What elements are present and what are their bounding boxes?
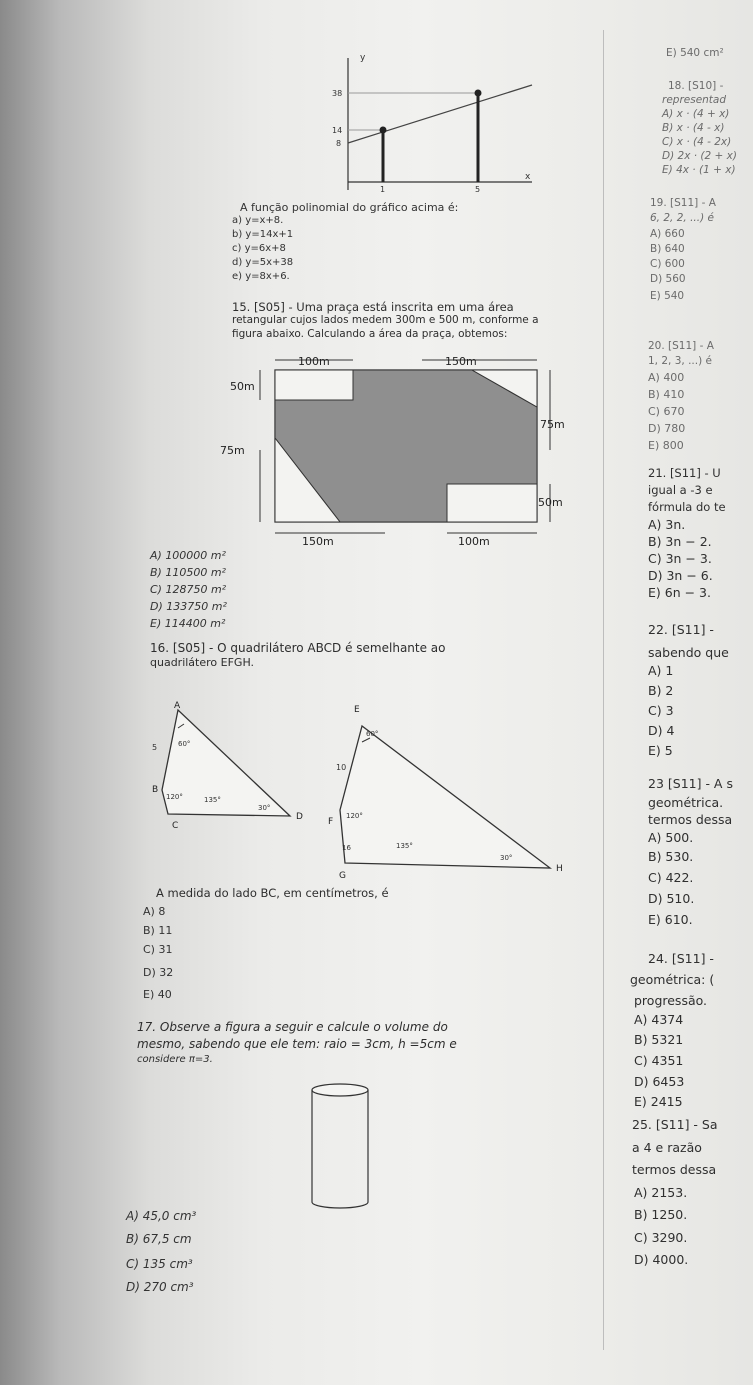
cylinder-figure [300, 1078, 380, 1218]
q17-option-c[interactable]: C) 135 cm³ [126, 1257, 193, 1271]
q19-header: 19. [S11] - A [650, 197, 716, 209]
square-plaza-figure [210, 350, 580, 555]
q18-option-d[interactable]: D) 2x · (2 + x) [662, 150, 737, 162]
q19-stem: 6, 2, 2, ...) é [650, 212, 714, 224]
q17-option-b[interactable]: B) 67,5 cm [126, 1232, 192, 1246]
dim-label-bottom-right: 100m [458, 535, 490, 548]
q18-header: 18. [S10] - [668, 80, 724, 92]
q24-stem-2: progressão. [634, 993, 708, 1008]
q23-option-e[interactable]: E) 610. [648, 912, 693, 927]
big-side-16: 16 [342, 844, 351, 852]
dim-label-right-bottom: 50m [538, 496, 563, 509]
q16-option-a[interactable]: A) 8 [143, 905, 166, 918]
big-angle-120: 120° [346, 812, 363, 820]
graph-tick-14: 14 [332, 126, 343, 135]
q18-stem: representad [662, 94, 727, 106]
q20-option-a[interactable]: A) 400 [648, 371, 685, 384]
q21-stem-2: fórmula do te [648, 500, 726, 514]
big-angle-135: 135° [396, 842, 413, 850]
q25-stem: a 4 e razão [632, 1140, 702, 1155]
q25-stem-2: termos dessa [632, 1162, 717, 1177]
q23-stem-2: termos dessa [648, 812, 733, 827]
q20-header: 20. [S11] - A [648, 340, 714, 352]
q20-option-b[interactable]: B) 410 [648, 388, 685, 401]
q18-option-c[interactable]: C) x · (4 - 2x) [662, 136, 732, 148]
q22-option-d[interactable]: D) 4 [648, 723, 675, 738]
q20-option-e[interactable]: E) 800 [648, 439, 684, 452]
dim-label-top-left: 100m [298, 355, 330, 368]
q16-stem-line2: quadrilátero EFGH. [150, 656, 255, 669]
similar-quadrilaterals-figure [140, 698, 580, 883]
q14-option-d[interactable]: d) y=5x+38 [232, 257, 294, 268]
q24-option-c[interactable]: C) 4351 [634, 1053, 684, 1068]
vertex-e: E [354, 705, 360, 715]
q15-option-b[interactable]: B) 110500 m² [150, 566, 226, 579]
vertex-g: G [339, 871, 346, 881]
q21-option-c[interactable]: C) 3n − 3. [648, 551, 712, 566]
q18-option-e[interactable]: E) 4x · (1 + x) [662, 164, 736, 176]
q14-option-a[interactable]: a) y=x+8. [232, 215, 284, 226]
q17-option-a[interactable]: A) 45,0 cm³ [126, 1209, 197, 1223]
q21-option-e[interactable]: E) 6n − 3. [648, 585, 711, 600]
column-divider [603, 30, 604, 1350]
small-angle-30: 30° [258, 804, 271, 812]
q16-after-figure: A medida do lado BC, em centímetros, é [156, 886, 389, 900]
q24-option-b[interactable]: B) 5321 [634, 1032, 684, 1047]
graph-y-label: y [360, 53, 366, 63]
q16-option-e[interactable]: E) 40 [143, 988, 172, 1001]
vertex-f: F [328, 817, 334, 827]
dim-label-right-top: 75m [540, 418, 565, 431]
q25-option-b[interactable]: B) 1250. [634, 1207, 688, 1222]
q20-option-c[interactable]: C) 670 [648, 405, 685, 418]
q16-stem-line1: 16. [S05] - O quadrilátero ABCD é semelhante ao [150, 641, 446, 655]
q14-stem: A função polinomial do gráfico acima é: [240, 201, 459, 214]
q22-option-a[interactable]: A) 1 [648, 663, 674, 678]
graph-tick-38: 38 [332, 89, 343, 98]
cylinder-top [312, 1084, 368, 1096]
q16-option-c[interactable]: C) 31 [143, 943, 173, 956]
q24-option-d[interactable]: D) 6453 [634, 1074, 685, 1089]
dim-label-left-top: 50m [230, 380, 255, 393]
right-e-area: E) 540 cm² [666, 47, 724, 59]
q15-stem-line1: 15. [S05] - Uma praça está inscrita em uma área [232, 300, 514, 314]
q17-stem-line3: considere π=3. [137, 1054, 213, 1065]
q19-option-b[interactable]: B) 640 [650, 243, 685, 255]
q22-stem: sabendo que [648, 645, 729, 660]
q22-option-e[interactable]: E) 5 [648, 743, 673, 758]
point-1-14 [380, 127, 387, 134]
q19-option-e[interactable]: E) 540 [650, 290, 685, 302]
q25-header: 25. [S11] - Sa [632, 1117, 718, 1132]
graph-tick-1: 1 [380, 185, 386, 194]
q21-stem: igual a -3 e [648, 483, 713, 497]
q17-stem-line2: mesmo, sabendo que ele tem: raio = 3cm, h =5cm e [137, 1037, 457, 1051]
cylinder-bottom [312, 1202, 368, 1208]
point-5-38 [475, 90, 482, 97]
q21-option-d[interactable]: D) 3n − 6. [648, 568, 713, 583]
graph-tick-8: 8 [336, 139, 342, 148]
small-angle-120: 120° [166, 793, 183, 801]
q15-stem-line3: figura abaixo. Calculando a área da praça, obtemos: [232, 328, 508, 340]
q24-stem: geométrica: ( [630, 972, 715, 987]
function-line [348, 85, 532, 143]
big-angle-30: 30° [500, 854, 513, 862]
q19-option-c[interactable]: C) 600 [650, 258, 685, 270]
q20-stem: 1, 2, 3, ...) é [648, 355, 712, 367]
dim-label-left-bottom: 75m [220, 444, 245, 457]
q21-option-a[interactable]: A) 3n. [648, 517, 686, 532]
q15-option-c[interactable]: C) 128750 m² [150, 583, 227, 596]
q21-header: 21. [S11] - U [648, 466, 721, 480]
q15-option-e[interactable]: E) 114400 m² [150, 617, 226, 630]
small-angle-135: 135° [204, 796, 221, 804]
vertex-d: D [296, 812, 303, 822]
q23-option-d[interactable]: D) 510. [648, 891, 695, 906]
q22-option-b[interactable]: B) 2 [648, 683, 674, 698]
q25-option-d[interactable]: D) 4000. [634, 1252, 689, 1267]
q22-option-c[interactable]: C) 3 [648, 703, 674, 718]
q21-option-b[interactable]: B) 3n − 2. [648, 534, 712, 549]
dim-label-bottom-left: 150m [302, 535, 334, 548]
q22-header: 22. [S11] - [648, 622, 714, 637]
q19-option-a[interactable]: A) 660 [650, 228, 685, 240]
dim-label-top-right: 150m [445, 355, 477, 368]
q23-header: 23 [S11] - A s [648, 776, 733, 791]
vertex-h: H [556, 864, 563, 874]
q24-option-a[interactable]: A) 4374 [634, 1012, 684, 1027]
q24-option-e[interactable]: E) 2415 [634, 1094, 683, 1109]
q15-option-a[interactable]: A) 100000 m² [150, 549, 226, 562]
corner-top-left [275, 370, 353, 400]
q23-option-a[interactable]: A) 500. [648, 830, 694, 845]
quadrilateral-efgh [340, 726, 550, 868]
linear-function-graph [300, 50, 540, 200]
vertex-b: B [152, 785, 159, 795]
big-angle-60: 60° [366, 730, 379, 738]
q20-option-d[interactable]: D) 780 [648, 422, 686, 435]
q23-option-b[interactable]: B) 530. [648, 849, 694, 864]
corner-bottom-right [447, 484, 537, 522]
q14-option-c[interactable]: c) y=6x+8 [232, 243, 286, 254]
graph-tick-5: 5 [475, 185, 481, 194]
big-side-10: 10 [336, 763, 347, 772]
vertex-a: A [174, 701, 181, 711]
small-side-label: 5 [152, 743, 158, 752]
small-angle-60: 60° [178, 740, 191, 748]
vertex-c: C [172, 821, 179, 831]
q23-stem: geométrica. [648, 795, 724, 810]
q14-option-b[interactable]: b) y=14x+1 [232, 229, 294, 240]
q25-option-a[interactable]: A) 2153. [634, 1185, 688, 1200]
q17-stem-line1: 17. Observe a figura a seguir e calcule o volume do [137, 1020, 448, 1034]
q18-option-b[interactable]: B) x · (4 - x) [662, 122, 725, 134]
q16-option-d[interactable]: D) 32 [143, 966, 174, 979]
q17-option-d[interactable]: D) 270 cm³ [126, 1280, 194, 1294]
graph-x-label: x [525, 172, 531, 182]
q18-option-a[interactable]: A) x · (4 + x) [662, 108, 730, 120]
q16-option-b[interactable]: B) 11 [143, 924, 173, 937]
q24-header: 24. [S11] - [648, 951, 714, 966]
q14-option-e[interactable]: e) y=8x+6. [232, 271, 290, 282]
q19-option-d[interactable]: D) 560 [650, 273, 686, 285]
q23-option-c[interactable]: C) 422. [648, 870, 694, 885]
q25-option-c[interactable]: C) 3290. [634, 1230, 688, 1245]
q15-option-d[interactable]: D) 133750 m² [150, 600, 227, 613]
q15-stem-line2: retangular cujos lados medem 300m e 500 m, conforme a [232, 314, 539, 326]
